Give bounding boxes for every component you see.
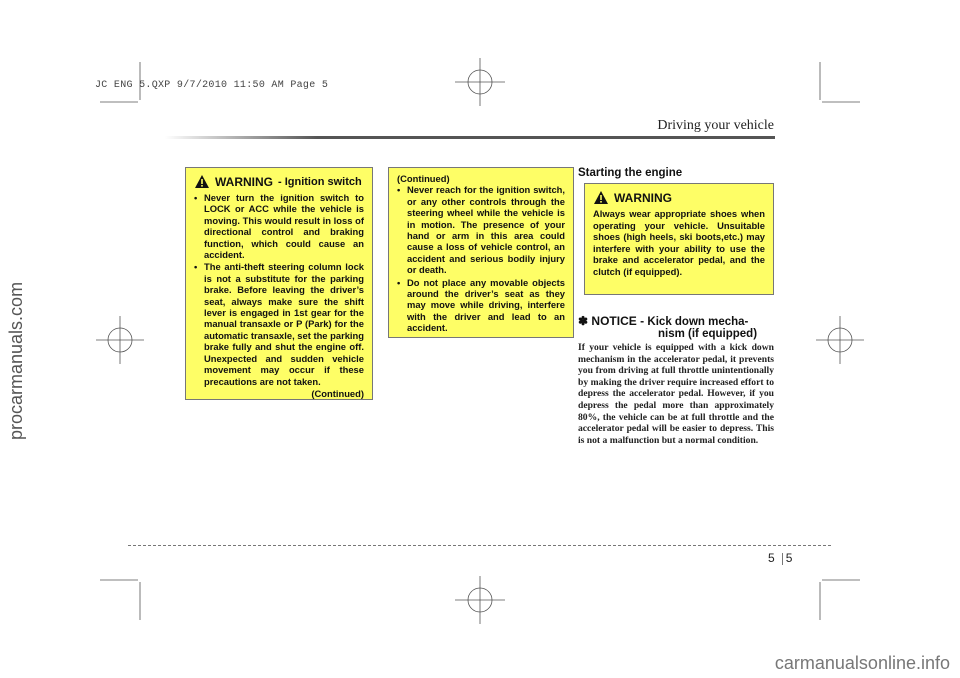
page-number — [768, 551, 796, 565]
bottom-watermark: carmanualsonline.info — [774, 653, 950, 673]
notice-heading — [578, 314, 774, 340]
side-watermark — [2, 230, 28, 450]
starting-engine-heading: Starting the engine — [578, 167, 683, 179]
footer-rule — [128, 545, 831, 546]
warning-subtitle: - Ignition switch — [278, 175, 362, 188]
warning-header — [593, 190, 765, 205]
warning-label: WARNING — [215, 174, 273, 189]
continued-label: (Continued) — [397, 173, 450, 184]
section-title: Driving your vehicle — [657, 118, 774, 133]
notice-subtitle-line1: Kick down mecha- — [647, 316, 749, 328]
print-slug: JC ENG 5.QXP 9/7/2010 11:50 AM Page 5 — [95, 80, 329, 91]
warning-list — [194, 192, 364, 387]
warning-text: Always wear appropriate shoes when operating your vehicle. Unsuitable shoes (high heels, ski boots,etc.) may interfere with your ability to use the brake and accelerator pedal, and the clutch (if equipped). — [593, 208, 765, 277]
warning-box-shoes — [584, 183, 774, 295]
list-item: • Do not place any movable objects around the driver’s seat as they may move while driving, interfere with the driver and lead to an accident. — [397, 277, 565, 334]
warning-triangle-icon — [593, 190, 609, 205]
list-item: • Never reach for the ignition switch, or any other controls through the steering wheel while the vehicle is in motion. The presence of your hand or arm in this area could cause a loss of vehicle control, an accident and serious bodily injury or death. — [397, 184, 565, 275]
side-watermark-text: procarmanuals.com — [6, 281, 26, 440]
warning-box-ignition — [185, 167, 373, 400]
notice-body: If your vehicle is equipped with a kick down mechanism in the accelerator pedal, it prevents you from driving at full throttle unintentionally by making the driver require increased effort to depress the accelerator pedal. However, if you depress the pedal more than approximately 80%, the vehicle can be at full throttle and the accelerator pedal will be easier to depress. This is not a malfunction but a normal condition. — [578, 342, 774, 446]
page-number-value: 5 — [785, 551, 797, 565]
warning-box-continued — [388, 167, 574, 338]
chapter-number: 5 — [768, 551, 779, 565]
notice-subtitle-line2: nism (if equipped) — [658, 328, 758, 340]
notice-label: NOTICE - — [591, 314, 645, 328]
page-number-divider — [782, 553, 783, 565]
warning-triangle-icon — [194, 174, 210, 189]
warning-header — [194, 174, 364, 189]
header-rule — [165, 136, 775, 139]
warning-list — [397, 184, 565, 333]
list-item: • Never turn the ignition switch to LOCK or ACC while the vehicle is moving. This would result in loss of directional control and braking function, which could cause an accident. — [194, 192, 364, 260]
list-item: • The anti-theft steering column lock is not a substitute for the parking brake. Before leaving the driver’s seat, always make sure the shift lever is engaged in 1st gear for the manual transaxle or P (Park) for the automatic transaxle, set the parking brake fully and shut the engine off. Unexpected and sudden vehicle movement may occur if these precautions are not taken. — [194, 261, 364, 386]
continued-label: (Continued) — [311, 387, 364, 399]
warning-label: WARNING — [614, 190, 672, 205]
notice-star-icon: ✽ — [578, 314, 589, 328]
